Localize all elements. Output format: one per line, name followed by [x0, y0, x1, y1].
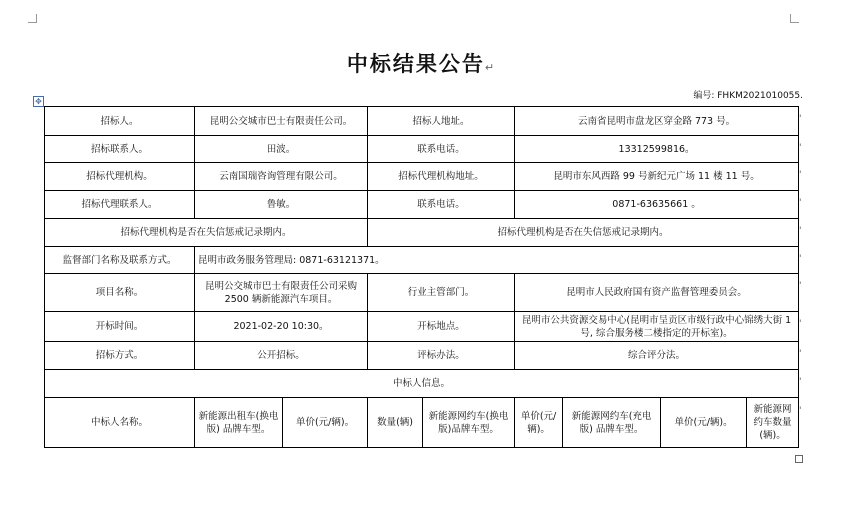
ridehail-quantity-header: 新能源网约车数量(辆)。 [747, 398, 799, 448]
evaluation-method-label: 评标办法。 [368, 342, 515, 370]
opening-place-value: 昆明市公共资源交易中心(昆明市呈贡区市级行政中心锦绣大街 1 号, 综合服务楼二楼指定的开标室)。 [515, 312, 799, 342]
bidder-phone-label: 联系电话。 [368, 136, 515, 163]
table-row-bidder [45, 107, 799, 136]
bidder-address-label: 招标人地址。 [368, 107, 515, 136]
taxi-model-header: 新能源出租车(换电版) 品牌车型。 [195, 398, 283, 448]
row-end-mark: ' [799, 377, 802, 387]
bidder-phone-value: 13312599816。 [515, 136, 799, 163]
page-title [0, 48, 841, 78]
agency-contact-value: 鲁敏。 [195, 191, 368, 219]
industry-authority-label: 行业主管部门。 [368, 274, 515, 312]
table-move-handle-icon[interactable]: ✥ [33, 96, 44, 107]
bidder-value: 昆明公交城市巴士有限责任公司。 [195, 107, 368, 136]
project-label: 项目名称。 [45, 274, 195, 312]
dishonest-question-left: 招标代理机构是否在失信惩戒记录期内。 [45, 219, 368, 247]
table-row-opening [45, 312, 799, 342]
table-row-method [45, 342, 799, 370]
table-row-dishonest [45, 219, 799, 247]
bidder-contact-value: 田波。 [195, 136, 368, 163]
table-row-project [45, 274, 799, 312]
row-end-mark: ' [799, 198, 802, 208]
announcement-table [44, 106, 802, 448]
agency-address-value: 昆明市东风西路 99 号新纪元广场 11 楼 11 号。 [515, 163, 799, 191]
row-end-mark: ' [799, 319, 802, 329]
project-value: 昆明公交城市巴士有限责任公司采购 2500 辆新能源汽车项目。 [195, 274, 368, 312]
row-end-mark: ' [799, 349, 802, 359]
table-row-winner-headers [45, 398, 799, 448]
opening-time-value: 2021-02-20 10:30。 [195, 312, 368, 342]
row-end-mark: ' [799, 170, 802, 180]
bid-method-value: 公开招标。 [195, 342, 368, 370]
serial-number: 编号: FHKM2021010055. [693, 91, 803, 101]
winner-info-heading: 中标人信息。 [45, 370, 799, 398]
bidder-address-value: 云南省昆明市盘龙区穿金路 773 号。 [515, 107, 799, 136]
page-corner-mark-left [28, 14, 37, 23]
row-end-mark: ' [799, 254, 802, 264]
taxi-price-header: 单价(元/辆)。 [283, 398, 368, 448]
opening-time-label: 开标时间。 [45, 312, 195, 342]
supervisor-label: 监督部门名称及联系方式。 [45, 247, 195, 274]
bid-method-label: 招标方式。 [45, 342, 195, 370]
agency-value: 云南国瑞咨询管理有限公司。 [195, 163, 368, 191]
table-row-supervisor [45, 247, 799, 274]
ridehail-swap-model-header: 新能源网约车(换电版)品牌车型。 [423, 398, 515, 448]
supervisor-value: 昆明市政务服务管理局: 0871-63121371。 [195, 247, 799, 274]
winner-name-header: 中标人名称。 [45, 398, 195, 448]
row-end-mark: ' [799, 114, 802, 124]
agency-contact-label: 招标代理联系人。 [45, 191, 195, 219]
agency-label: 招标代理机构。 [45, 163, 195, 191]
agency-phone-label: 联系电话。 [368, 191, 515, 219]
ridehail-charge-price-header: 单价(元/辆)。 [661, 398, 747, 448]
ridehail-charge-model-header: 新能源网约车(充电版) 品牌车型。 [563, 398, 661, 448]
agency-address-label: 招标代理机构地址。 [368, 163, 515, 191]
taxi-quantity-header: 数量(辆) [368, 398, 423, 448]
paragraph-mark: ↵ [484, 61, 495, 74]
page-corner-mark-right [790, 14, 799, 23]
row-end-mark: ' [799, 406, 802, 416]
bidder-contact-label: 招标联系人。 [45, 136, 195, 163]
table-row-agency-contact [45, 191, 799, 219]
table-row-bidder-contact [45, 136, 799, 163]
row-end-mark: ' [799, 143, 802, 153]
agency-phone-value: 0871-63635661 。 [515, 191, 799, 219]
bidder-label: 招标人。 [45, 107, 195, 136]
evaluation-method-value: 综合评分法。 [515, 342, 799, 370]
dishonest-question-right: 招标代理机构是否在失信惩戒记录期内。 [368, 219, 799, 247]
industry-authority-value: 昆明市人民政府国有资产监督管理委员会。 [515, 274, 799, 312]
table-row-agency [45, 163, 799, 191]
row-end-mark: ' [799, 226, 802, 236]
document-end-marker [795, 455, 803, 463]
row-end-mark: ' [799, 281, 802, 291]
opening-place-label: 开标地点。 [368, 312, 515, 342]
ridehail-swap-price-header: 单价(元/辆)。 [515, 398, 563, 448]
title-text: 中标结果公告 [346, 52, 485, 76]
table-row-winner-info [45, 370, 799, 398]
